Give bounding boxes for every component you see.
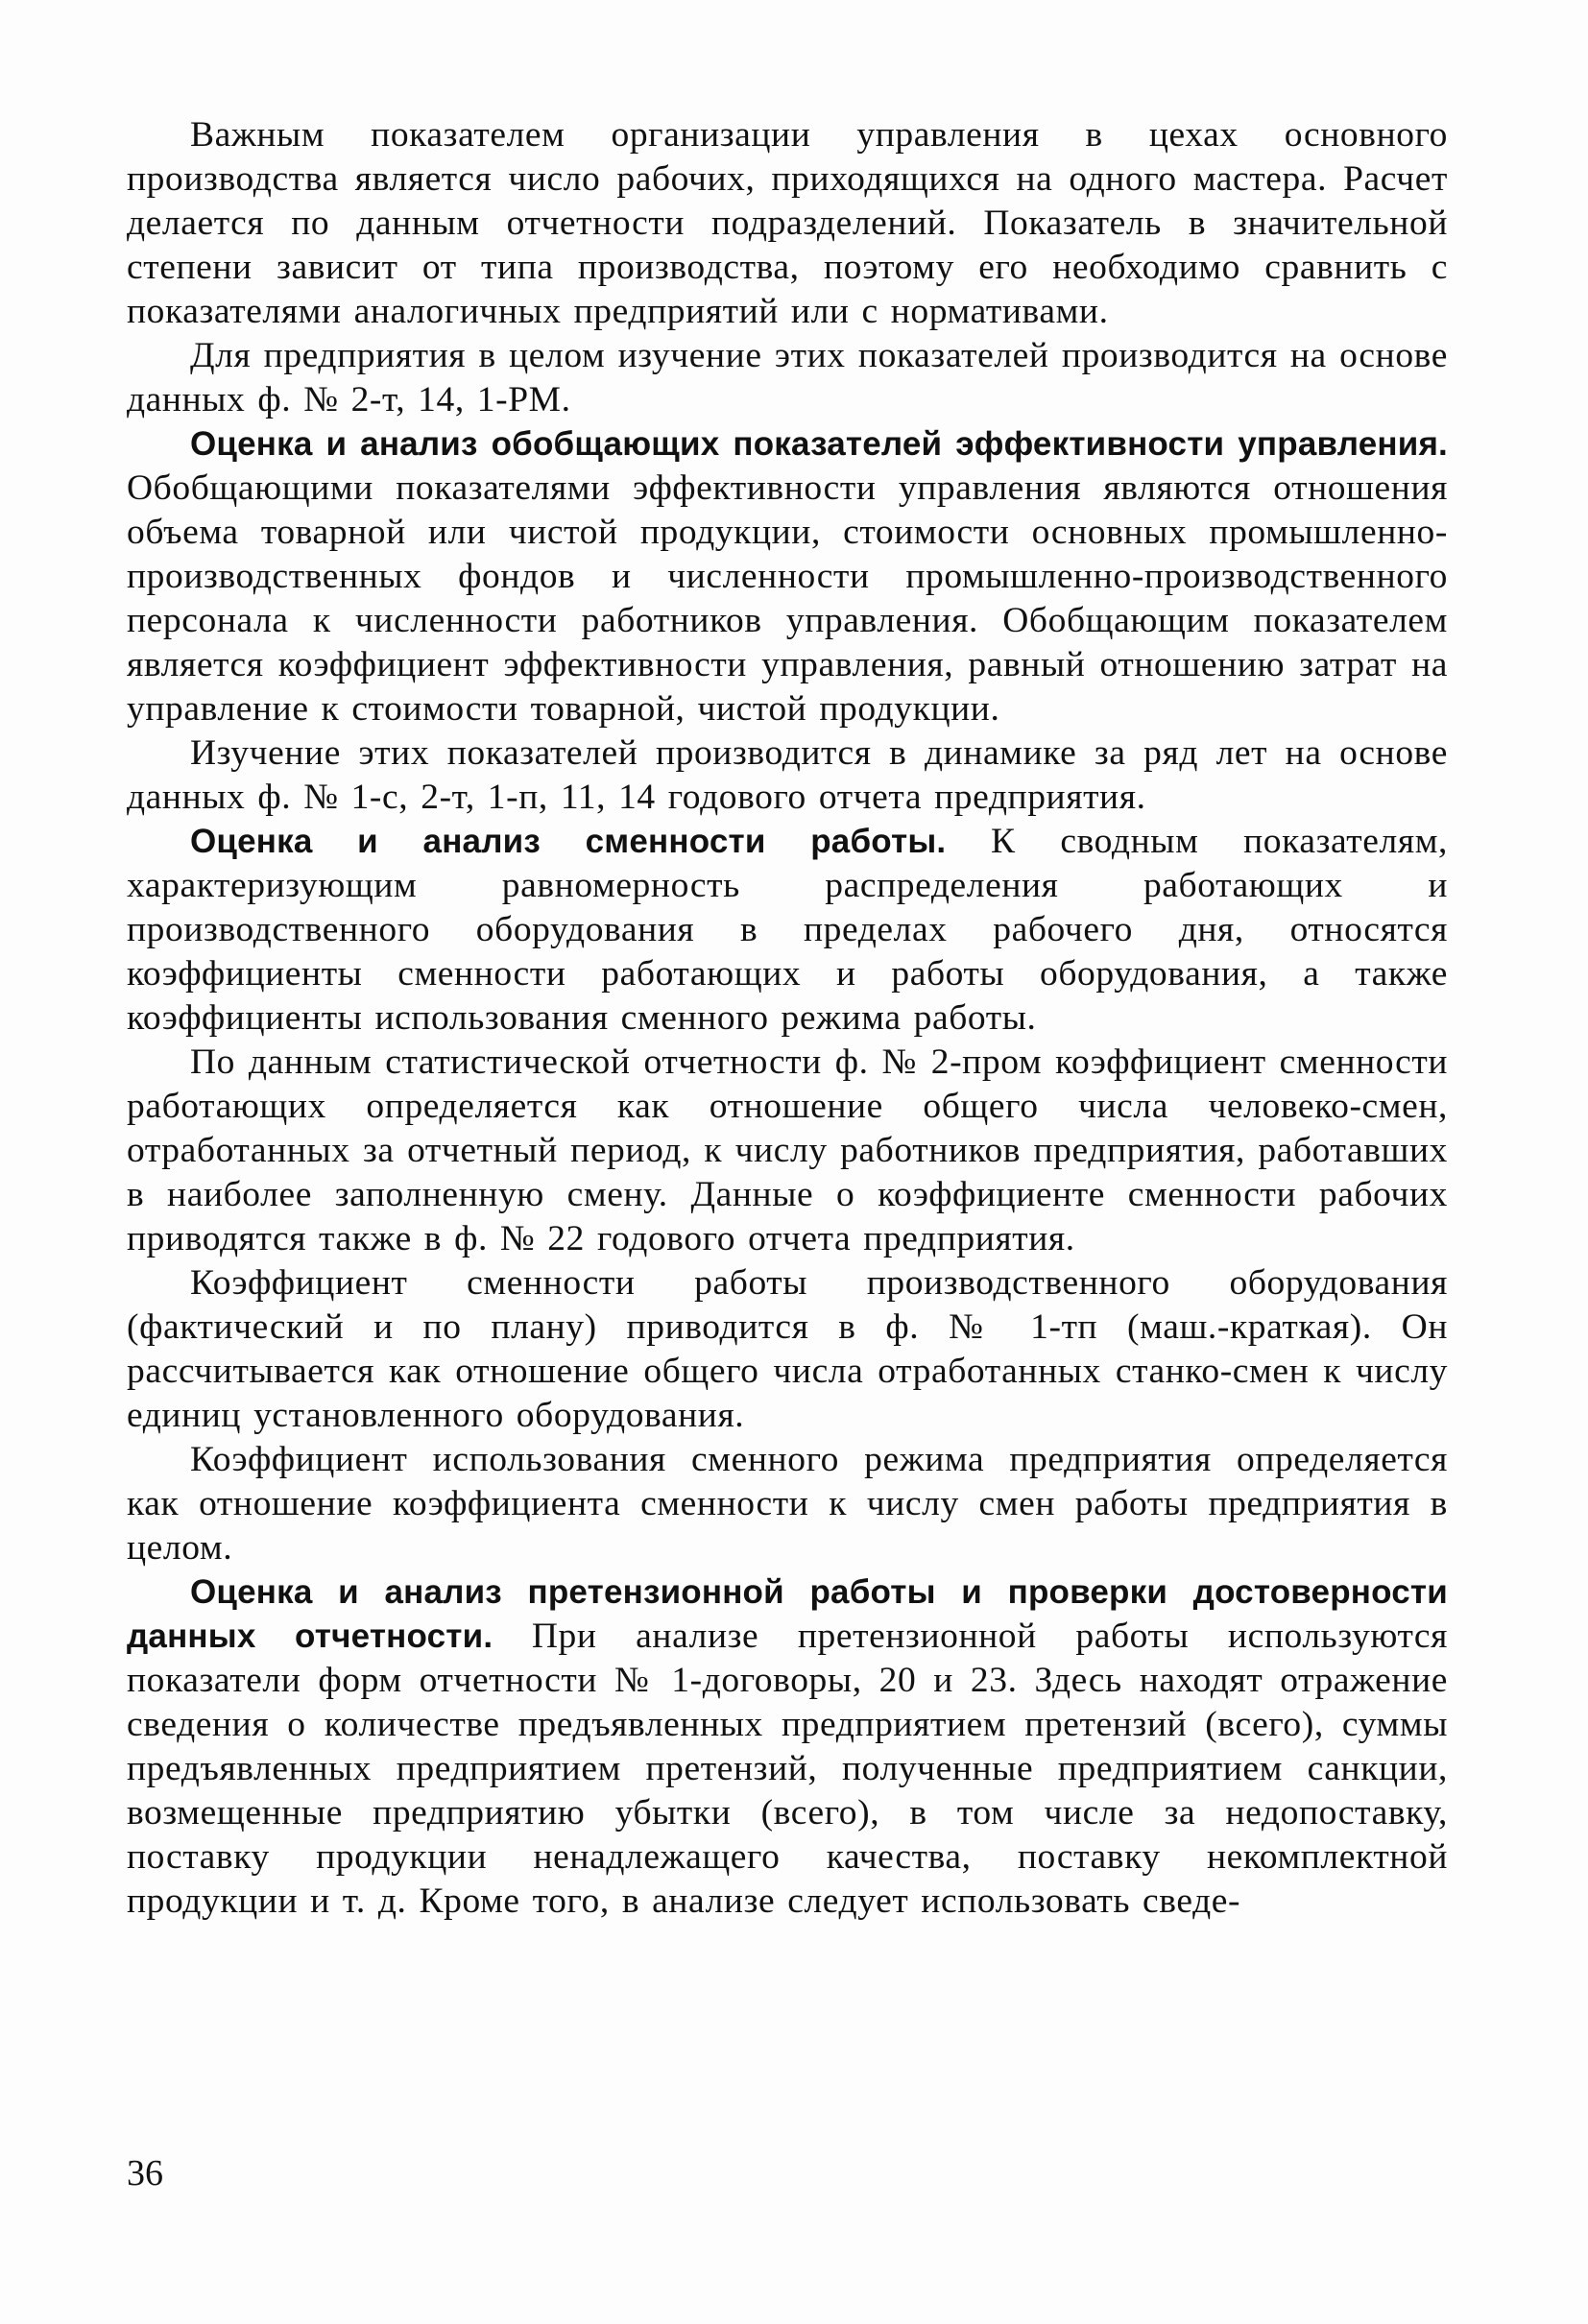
paragraph-shift-work [127,820,1448,1041]
paragraph-text: Для предприятия в целом изучение этих показателей производится на основе данных ф. № 2-т, 14, 1-РМ. [127,336,1448,419]
paragraph-text: Коэффициент сменности работы производственного оборудования (фактический и по плану) приводится в ф. № 1-тп (маш.-краткая). Он рассчитывается как отношение общего числа отработанных станко-смен к числу единиц установленного оборудования. [127,1263,1448,1435]
paragraph-text: Важным показателем организации управления в цехах основного производства является число рабочих, приходящихся на одного мастера. Расчет делается по данным отчетности подразделений. Показатель в значительной степени зависит от типа производства, поэтому его необходимо сравнить с показателями аналогичных предприятий или с нормативами. [127,115,1448,331]
paragraph-management-efficiency [127,422,1448,731]
paragraph-text: Обобщающими показателями эффективности управления являются отношения объема товарной или чистой продукции, стоимости основных промышленно-производственных фондов и численности промышленно-производственного персонала к численности работников управления. Обобщающим показателем является коэффициент эффективности управления, равный отношению затрат на управление к стоимости товарной, чистой продукции. [127,468,1448,729]
paragraph-text: Изучение этих показателей производится в динамике за ряд лет на основе данных ф. № 1-с, 2-т, 1-п, 11, 14 годового отчета предприятия. [127,733,1448,817]
page-number: 36 [127,2153,163,2193]
paragraph-enterprise-indicators [127,334,1448,422]
paragraph-text: По данным статистической отчетности ф. № 2-пром коэффициент сменности работающих определяется как отношение общего числа человеко-смен, отработанных за отчетный период, к числу работников предприятия, работавших в наиболее заполненную смену. Данные о коэффициенте сменности рабочих приводятся также в ф. № 22 годового отчета предприятия. [127,1042,1448,1258]
paragraph-text: При анализе претензионной работы используются показатели форм отчетности № 1-договоры, 20 и 23. Здесь находят отражение сведения о количестве предъявленных предприятием претензий (всего), суммы предъявленных предприятием претензий, полученные предприятием санкции, возмещенные предприятию убытки (всего), в том числе за недопоставку, поставку продукции ненадлежащего качества, поставку некомплектной продукции и т. д. Кроме того, в анализе следует использовать сведе- [127,1617,1448,1921]
section-heading: Оценка и анализ сменности работы. [190,823,947,860]
body-text [127,113,1448,1924]
paragraph-shift-coefficient-equipment [127,1261,1448,1438]
paragraph-text: Коэффициент использования сменного режима предприятия определяется как отношение коэффициента сменности к числу смен работы предприятия в целом. [127,1440,1448,1568]
section-heading: Оценка и анализ обобщающих показателей эффективности управления. [190,425,1448,463]
paragraph-foremen-ratio [127,113,1448,334]
paragraph-dynamics [127,731,1448,820]
paragraph-text: К сводным показателям, характеризующим равномерность распределения работающих и производственного оборудования в пределах рабочего дня, относятся коэффициенты сменности работающих и работы оборудования, а также коэффициенты использования сменного режима работы. [127,822,1448,1038]
paragraph-shift-coefficient-workers [127,1041,1448,1261]
paragraph-claims-work [127,1570,1448,1924]
section-heading: Оценка и анализ претензионной работы и проверки достоверности данных отчетности. [127,1573,1448,1655]
paragraph-shift-regime [127,1438,1448,1570]
